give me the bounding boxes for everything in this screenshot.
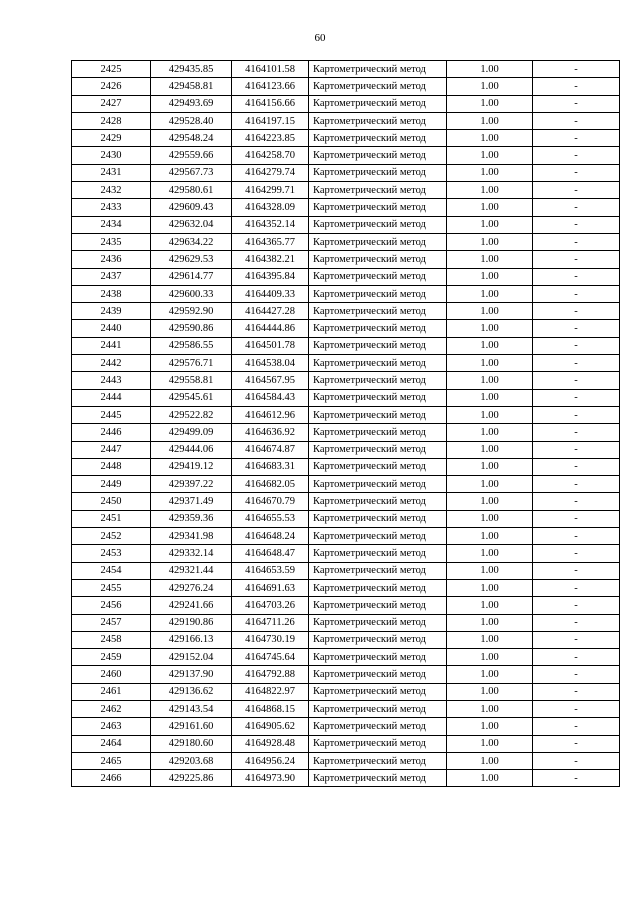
point-number-cell: 2431 (72, 164, 151, 181)
method-cell: Картометрический метод (309, 735, 447, 752)
table-row (72, 78, 620, 95)
point-number-cell: 2463 (72, 718, 151, 735)
method-cell: Картометрический метод (309, 199, 447, 216)
point-number-cell: 2452 (72, 528, 151, 545)
method-cell: Картометрический метод (309, 476, 447, 493)
table-row (72, 770, 620, 787)
point-number-cell: 2441 (72, 337, 151, 354)
y-coordinate-cell: 4164973.90 (232, 770, 309, 787)
method-cell: Картометрический метод (309, 458, 447, 475)
point-number-cell: 2445 (72, 406, 151, 423)
note-cell: - (533, 510, 620, 527)
point-number-cell: 2456 (72, 597, 151, 614)
table-row (72, 130, 620, 147)
table-row (72, 95, 620, 112)
point-number-cell: 2448 (72, 458, 151, 475)
table-row (72, 164, 620, 181)
point-number-cell: 2460 (72, 666, 151, 683)
table-row (72, 182, 620, 199)
table-row (72, 493, 620, 510)
method-cell: Картометрический метод (309, 372, 447, 389)
x-coordinate-cell: 429397.22 (151, 476, 232, 493)
x-coordinate-cell: 429614.77 (151, 268, 232, 285)
table-row (72, 372, 620, 389)
x-coordinate-cell: 429180.60 (151, 735, 232, 752)
note-cell: - (533, 649, 620, 666)
accuracy-cell: 1.00 (447, 631, 533, 648)
table-row (72, 666, 620, 683)
point-number-cell: 2434 (72, 216, 151, 233)
accuracy-cell: 1.00 (447, 545, 533, 562)
y-coordinate-cell: 4164703.26 (232, 597, 309, 614)
y-coordinate-cell: 4164328.09 (232, 199, 309, 216)
table-body (72, 61, 620, 787)
page-number: 60 (314, 32, 326, 44)
method-cell: Картометрический метод (309, 233, 447, 250)
table-row (72, 251, 620, 268)
method-cell: Картометрический метод (309, 78, 447, 95)
y-coordinate-cell: 4164792.88 (232, 666, 309, 683)
accuracy-cell: 1.00 (447, 562, 533, 579)
table-row (72, 320, 620, 337)
point-number-cell: 2433 (72, 199, 151, 216)
table-row (72, 528, 620, 545)
x-coordinate-cell: 429632.04 (151, 216, 232, 233)
method-cell: Картометрический метод (309, 406, 447, 423)
x-coordinate-cell: 429548.24 (151, 130, 232, 147)
x-coordinate-cell: 429276.24 (151, 579, 232, 596)
table-row (72, 268, 620, 285)
x-coordinate-cell: 429528.40 (151, 112, 232, 129)
accuracy-cell: 1.00 (447, 718, 533, 735)
x-coordinate-cell: 429152.04 (151, 649, 232, 666)
point-number-cell: 2461 (72, 683, 151, 700)
note-cell: - (533, 372, 620, 389)
accuracy-cell: 1.00 (447, 285, 533, 302)
y-coordinate-cell: 4164501.78 (232, 337, 309, 354)
x-coordinate-cell: 429444.06 (151, 441, 232, 458)
x-coordinate-cell: 429558.81 (151, 372, 232, 389)
note-cell: - (533, 303, 620, 320)
method-cell: Картометрический метод (309, 562, 447, 579)
y-coordinate-cell: 4164653.59 (232, 562, 309, 579)
note-cell: - (533, 147, 620, 164)
note-cell: - (533, 752, 620, 769)
accuracy-cell: 1.00 (447, 95, 533, 112)
method-cell: Картометрический метод (309, 303, 447, 320)
x-coordinate-cell: 429166.13 (151, 631, 232, 648)
table-row (72, 562, 620, 579)
y-coordinate-cell: 4164683.31 (232, 458, 309, 475)
table-row (72, 199, 620, 216)
y-coordinate-cell: 4164648.47 (232, 545, 309, 562)
method-cell: Картометрический метод (309, 545, 447, 562)
accuracy-cell: 1.00 (447, 182, 533, 199)
y-coordinate-cell: 4164905.62 (232, 718, 309, 735)
y-coordinate-cell: 4164258.70 (232, 147, 309, 164)
method-cell: Картометрический метод (309, 614, 447, 631)
table-row (72, 700, 620, 717)
note-cell: - (533, 251, 620, 268)
note-cell: - (533, 130, 620, 147)
point-number-cell: 2446 (72, 424, 151, 441)
y-coordinate-cell: 4164868.15 (232, 700, 309, 717)
point-number-cell: 2455 (72, 579, 151, 596)
point-number-cell: 2450 (72, 493, 151, 510)
x-coordinate-cell: 429586.55 (151, 337, 232, 354)
accuracy-cell: 1.00 (447, 233, 533, 250)
table-row (72, 303, 620, 320)
method-cell: Картометрический метод (309, 424, 447, 441)
accuracy-cell: 1.00 (447, 130, 533, 147)
accuracy-cell: 1.00 (447, 752, 533, 769)
point-number-cell: 2466 (72, 770, 151, 787)
accuracy-cell: 1.00 (447, 268, 533, 285)
point-number-cell: 2451 (72, 510, 151, 527)
point-number-cell: 2430 (72, 147, 151, 164)
y-coordinate-cell: 4164123.66 (232, 78, 309, 95)
point-number-cell: 2438 (72, 285, 151, 302)
point-number-cell: 2464 (72, 735, 151, 752)
y-coordinate-cell: 4164636.92 (232, 424, 309, 441)
note-cell: - (533, 95, 620, 112)
note-cell: - (533, 476, 620, 493)
accuracy-cell: 1.00 (447, 216, 533, 233)
note-cell: - (533, 406, 620, 423)
table-row (72, 631, 620, 648)
note-cell: - (533, 424, 620, 441)
x-coordinate-cell: 429136.62 (151, 683, 232, 700)
x-coordinate-cell: 429458.81 (151, 78, 232, 95)
note-cell: - (533, 683, 620, 700)
y-coordinate-cell: 4164101.58 (232, 61, 309, 78)
x-coordinate-cell: 429332.14 (151, 545, 232, 562)
y-coordinate-cell: 4164567.95 (232, 372, 309, 389)
method-cell: Картометрический метод (309, 164, 447, 181)
point-number-cell: 2444 (72, 389, 151, 406)
accuracy-cell: 1.00 (447, 649, 533, 666)
table-row (72, 61, 620, 78)
y-coordinate-cell: 4164352.14 (232, 216, 309, 233)
accuracy-cell: 1.00 (447, 614, 533, 631)
note-cell: - (533, 285, 620, 302)
table-row (72, 614, 620, 631)
table-row (72, 649, 620, 666)
accuracy-cell: 1.00 (447, 770, 533, 787)
note-cell: - (533, 545, 620, 562)
method-cell: Картометрический метод (309, 683, 447, 700)
note-cell: - (533, 597, 620, 614)
y-coordinate-cell: 4164279.74 (232, 164, 309, 181)
x-coordinate-cell: 429241.66 (151, 597, 232, 614)
table-row (72, 579, 620, 596)
table-row (72, 233, 620, 250)
table-row (72, 355, 620, 372)
y-coordinate-cell: 4164538.04 (232, 355, 309, 372)
method-cell: Картометрический метод (309, 441, 447, 458)
note-cell: - (533, 493, 620, 510)
point-number-cell: 2462 (72, 700, 151, 717)
method-cell: Картометрический метод (309, 216, 447, 233)
point-number-cell: 2428 (72, 112, 151, 129)
method-cell: Картометрический метод (309, 493, 447, 510)
note-cell: - (533, 770, 620, 787)
y-coordinate-cell: 4164648.24 (232, 528, 309, 545)
note-cell: - (533, 337, 620, 354)
x-coordinate-cell: 429600.33 (151, 285, 232, 302)
accuracy-cell: 1.00 (447, 683, 533, 700)
accuracy-cell: 1.00 (447, 406, 533, 423)
point-number-cell: 2435 (72, 233, 151, 250)
x-coordinate-cell: 429592.90 (151, 303, 232, 320)
method-cell: Картометрический метод (309, 251, 447, 268)
accuracy-cell: 1.00 (447, 476, 533, 493)
note-cell: - (533, 528, 620, 545)
method-cell: Картометрический метод (309, 579, 447, 596)
x-coordinate-cell: 429161.60 (151, 718, 232, 735)
accuracy-cell: 1.00 (447, 372, 533, 389)
note-cell: - (533, 389, 620, 406)
accuracy-cell: 1.00 (447, 320, 533, 337)
x-coordinate-cell: 429580.61 (151, 182, 232, 199)
accuracy-cell: 1.00 (447, 700, 533, 717)
y-coordinate-cell: 4164365.77 (232, 233, 309, 250)
table-row (72, 406, 620, 423)
y-coordinate-cell: 4164745.64 (232, 649, 309, 666)
note-cell: - (533, 164, 620, 181)
y-coordinate-cell: 4164409.33 (232, 285, 309, 302)
point-number-cell: 2439 (72, 303, 151, 320)
table-row (72, 735, 620, 752)
method-cell: Картометрический метод (309, 510, 447, 527)
accuracy-cell: 1.00 (447, 597, 533, 614)
method-cell: Картометрический метод (309, 718, 447, 735)
table-row (72, 597, 620, 614)
table-row (72, 285, 620, 302)
accuracy-cell: 1.00 (447, 389, 533, 406)
table-row (72, 147, 620, 164)
y-coordinate-cell: 4164670.79 (232, 493, 309, 510)
method-cell: Картометрический метод (309, 355, 447, 372)
method-cell: Картометрический метод (309, 666, 447, 683)
method-cell: Картометрический метод (309, 337, 447, 354)
x-coordinate-cell: 429609.43 (151, 199, 232, 216)
y-coordinate-cell: 4164822.97 (232, 683, 309, 700)
y-coordinate-cell: 4164682.05 (232, 476, 309, 493)
point-number-cell: 2454 (72, 562, 151, 579)
accuracy-cell: 1.00 (447, 579, 533, 596)
y-coordinate-cell: 4164730.19 (232, 631, 309, 648)
table-row (72, 389, 620, 406)
point-number-cell: 2427 (72, 95, 151, 112)
point-number-cell: 2449 (72, 476, 151, 493)
point-number-cell: 2453 (72, 545, 151, 562)
y-coordinate-cell: 4164156.66 (232, 95, 309, 112)
point-number-cell: 2425 (72, 61, 151, 78)
note-cell: - (533, 666, 620, 683)
point-number-cell: 2447 (72, 441, 151, 458)
note-cell: - (533, 112, 620, 129)
method-cell: Картометрический метод (309, 597, 447, 614)
method-cell: Картометрический метод (309, 528, 447, 545)
y-coordinate-cell: 4164584.43 (232, 389, 309, 406)
x-coordinate-cell: 429576.71 (151, 355, 232, 372)
point-number-cell: 2459 (72, 649, 151, 666)
table-row (72, 752, 620, 769)
table-row (72, 216, 620, 233)
accuracy-cell: 1.00 (447, 441, 533, 458)
point-number-cell: 2442 (72, 355, 151, 372)
method-cell: Картометрический метод (309, 95, 447, 112)
note-cell: - (533, 614, 620, 631)
accuracy-cell: 1.00 (447, 61, 533, 78)
note-cell: - (533, 458, 620, 475)
point-number-cell: 2436 (72, 251, 151, 268)
table-row (72, 510, 620, 527)
point-number-cell: 2440 (72, 320, 151, 337)
y-coordinate-cell: 4164299.71 (232, 182, 309, 199)
y-coordinate-cell: 4164956.24 (232, 752, 309, 769)
note-cell: - (533, 441, 620, 458)
point-number-cell: 2426 (72, 78, 151, 95)
x-coordinate-cell: 429590.86 (151, 320, 232, 337)
y-coordinate-cell: 4164223.85 (232, 130, 309, 147)
point-number-cell: 2465 (72, 752, 151, 769)
note-cell: - (533, 320, 620, 337)
accuracy-cell: 1.00 (447, 337, 533, 354)
y-coordinate-cell: 4164691.63 (232, 579, 309, 596)
y-coordinate-cell: 4164674.87 (232, 441, 309, 458)
note-cell: - (533, 199, 620, 216)
note-cell: - (533, 355, 620, 372)
method-cell: Картометрический метод (309, 130, 447, 147)
x-coordinate-cell: 429493.69 (151, 95, 232, 112)
method-cell: Картометрический метод (309, 389, 447, 406)
x-coordinate-cell: 429567.73 (151, 164, 232, 181)
note-cell: - (533, 700, 620, 717)
note-cell: - (533, 182, 620, 199)
accuracy-cell: 1.00 (447, 164, 533, 181)
method-cell: Картометрический метод (309, 320, 447, 337)
accuracy-cell: 1.00 (447, 528, 533, 545)
accuracy-cell: 1.00 (447, 112, 533, 129)
x-coordinate-cell: 429371.49 (151, 493, 232, 510)
y-coordinate-cell: 4164655.53 (232, 510, 309, 527)
x-coordinate-cell: 429321.44 (151, 562, 232, 579)
x-coordinate-cell: 429341.98 (151, 528, 232, 545)
point-number-cell: 2457 (72, 614, 151, 631)
x-coordinate-cell: 429143.54 (151, 700, 232, 717)
note-cell: - (533, 61, 620, 78)
method-cell: Картометрический метод (309, 631, 447, 648)
note-cell: - (533, 735, 620, 752)
table-row (72, 683, 620, 700)
method-cell: Картометрический метод (309, 61, 447, 78)
table-row (72, 441, 620, 458)
note-cell: - (533, 78, 620, 95)
point-number-cell: 2432 (72, 182, 151, 199)
accuracy-cell: 1.00 (447, 493, 533, 510)
x-coordinate-cell: 429545.61 (151, 389, 232, 406)
y-coordinate-cell: 4164427.28 (232, 303, 309, 320)
accuracy-cell: 1.00 (447, 458, 533, 475)
method-cell: Картометрический метод (309, 147, 447, 164)
x-coordinate-cell: 429499.09 (151, 424, 232, 441)
x-coordinate-cell: 429559.66 (151, 147, 232, 164)
y-coordinate-cell: 4164444.86 (232, 320, 309, 337)
accuracy-cell: 1.00 (447, 78, 533, 95)
table-row (72, 718, 620, 735)
table-row (72, 337, 620, 354)
method-cell: Картометрический метод (309, 770, 447, 787)
x-coordinate-cell: 429629.53 (151, 251, 232, 268)
y-coordinate-cell: 4164928.48 (232, 735, 309, 752)
accuracy-cell: 1.00 (447, 147, 533, 164)
x-coordinate-cell: 429137.90 (151, 666, 232, 683)
accuracy-cell: 1.00 (447, 666, 533, 683)
note-cell: - (533, 268, 620, 285)
point-number-cell: 2458 (72, 631, 151, 648)
y-coordinate-cell: 4164197.15 (232, 112, 309, 129)
method-cell: Картометрический метод (309, 649, 447, 666)
y-coordinate-cell: 4164711.26 (232, 614, 309, 631)
note-cell: - (533, 718, 620, 735)
note-cell: - (533, 216, 620, 233)
x-coordinate-cell: 429419.12 (151, 458, 232, 475)
point-number-cell: 2437 (72, 268, 151, 285)
table-row (72, 545, 620, 562)
point-number-cell: 2429 (72, 130, 151, 147)
x-coordinate-cell: 429190.86 (151, 614, 232, 631)
accuracy-cell: 1.00 (447, 199, 533, 216)
point-number-cell: 2443 (72, 372, 151, 389)
y-coordinate-cell: 4164382.21 (232, 251, 309, 268)
accuracy-cell: 1.00 (447, 251, 533, 268)
note-cell: - (533, 579, 620, 596)
x-coordinate-cell: 429203.68 (151, 752, 232, 769)
table-row (72, 476, 620, 493)
method-cell: Картометрический метод (309, 268, 447, 285)
accuracy-cell: 1.00 (447, 735, 533, 752)
table-row (72, 458, 620, 475)
x-coordinate-cell: 429522.82 (151, 406, 232, 423)
x-coordinate-cell: 429359.36 (151, 510, 232, 527)
y-coordinate-cell: 4164612.96 (232, 406, 309, 423)
y-coordinate-cell: 4164395.84 (232, 268, 309, 285)
method-cell: Картометрический метод (309, 285, 447, 302)
x-coordinate-cell: 429435.85 (151, 61, 232, 78)
x-coordinate-cell: 429634.22 (151, 233, 232, 250)
accuracy-cell: 1.00 (447, 424, 533, 441)
method-cell: Картометрический метод (309, 752, 447, 769)
x-coordinate-cell: 429225.86 (151, 770, 232, 787)
method-cell: Картометрический метод (309, 112, 447, 129)
coordinates-table (71, 60, 620, 787)
accuracy-cell: 1.00 (447, 510, 533, 527)
accuracy-cell: 1.00 (447, 303, 533, 320)
accuracy-cell: 1.00 (447, 355, 533, 372)
table-row (72, 424, 620, 441)
note-cell: - (533, 562, 620, 579)
note-cell: - (533, 631, 620, 648)
method-cell: Картометрический метод (309, 182, 447, 199)
note-cell: - (533, 233, 620, 250)
table-row (72, 112, 620, 129)
method-cell: Картометрический метод (309, 700, 447, 717)
